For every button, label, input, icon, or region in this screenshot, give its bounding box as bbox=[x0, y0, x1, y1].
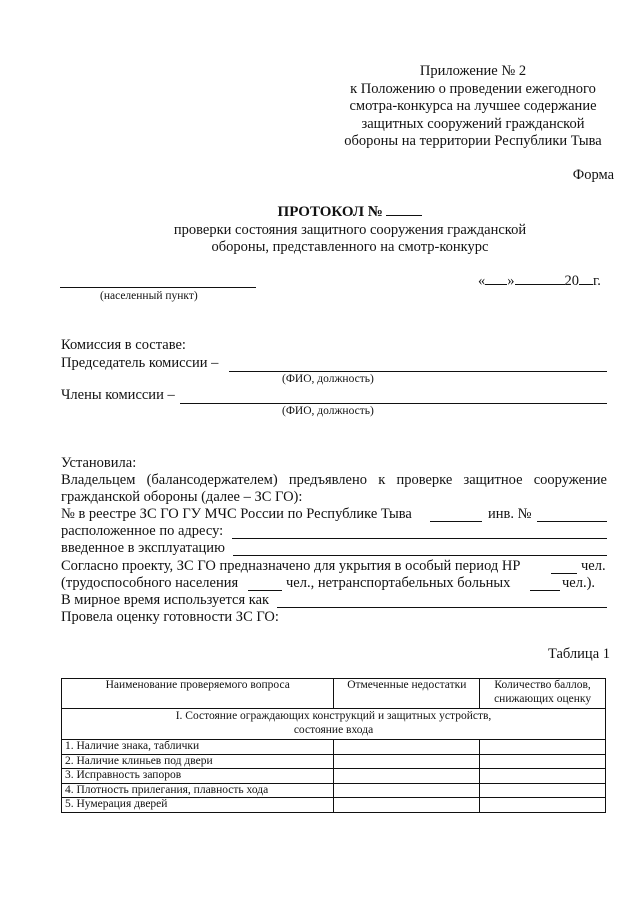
row-deficiency-cell[interactable] bbox=[334, 754, 480, 769]
table-row bbox=[62, 754, 606, 769]
year-field[interactable] bbox=[579, 272, 593, 285]
annex-line: Приложение № 2 bbox=[419, 63, 527, 79]
table-row bbox=[62, 798, 606, 813]
address-label: расположенное по адресу: bbox=[61, 523, 224, 539]
inv-field[interactable] bbox=[537, 521, 607, 522]
chairman-field[interactable] bbox=[229, 371, 607, 372]
row-question: 5. Нумерация дверей bbox=[62, 798, 334, 813]
members-label: Члены комиссии – bbox=[61, 387, 175, 403]
table-header-row bbox=[62, 679, 606, 709]
row-deficiency-cell[interactable] bbox=[334, 783, 480, 798]
disabled-unit: чел.). bbox=[562, 575, 596, 591]
annex-line: к Положению о проведении ежегодного bbox=[350, 80, 596, 97]
assessment-label: Провела оценку готовности ЗС ГО: bbox=[61, 609, 279, 625]
protocol-title bbox=[60, 203, 640, 257]
annex-header bbox=[318, 63, 628, 151]
row-deficiency-cell[interactable] bbox=[334, 798, 480, 813]
disabled-label: чел., нетранспортабельных больных bbox=[286, 575, 511, 591]
members-caption: (ФИО, должность) bbox=[282, 405, 374, 417]
protocol-number-field[interactable] bbox=[386, 203, 422, 216]
row-question: 3. Исправность запоров bbox=[62, 769, 334, 784]
disabled-count-field[interactable] bbox=[530, 590, 560, 591]
peacetime-field[interactable] bbox=[277, 607, 607, 608]
month-field[interactable] bbox=[515, 272, 565, 285]
day-field[interactable] bbox=[485, 272, 507, 285]
row-question: 4. Плотность прилегания, плавность хода bbox=[62, 783, 334, 798]
peacetime-label: В мирное время используется как bbox=[61, 592, 270, 608]
owner-line: гражданской обороны (далее – ЗС ГО): bbox=[61, 489, 303, 505]
project-label: Согласно проекту, ЗС ГО предназначено для укрытия в особый период НР bbox=[61, 558, 521, 574]
title-line: обороны, представленного на смотр-конкурс bbox=[211, 239, 489, 255]
working-count-field[interactable] bbox=[248, 590, 282, 591]
inv-label: инв. № bbox=[488, 506, 532, 522]
row-points-cell[interactable] bbox=[480, 740, 606, 755]
row-question: 1. Наличие знака, таблички bbox=[62, 740, 334, 755]
assessment-table bbox=[61, 678, 606, 813]
row-points-cell[interactable] bbox=[480, 769, 606, 784]
place-field[interactable] bbox=[60, 287, 256, 288]
annex-line: защитных сооружений гражданской bbox=[361, 115, 585, 132]
registry-label: № в реестре ЗС ГО ГУ МЧС России по Республике Тыва bbox=[61, 506, 412, 522]
table-label: Таблица 1 bbox=[547, 646, 610, 662]
owner-line: Владельцем (балансодержателем) предъявлено к проверке защитное сооружение bbox=[61, 472, 607, 488]
row-points-cell[interactable] bbox=[480, 798, 606, 813]
annex-line: обороны на территории Республики Тыва bbox=[344, 133, 602, 149]
table-section-row bbox=[62, 709, 606, 740]
date-field[interactable]: « » 20 г. bbox=[478, 273, 601, 289]
title-line: проверки состояния защитного сооружения гражданской bbox=[173, 221, 527, 238]
chairman-caption: (ФИО, должность) bbox=[282, 373, 374, 385]
header-points: Количество баллов, снижающих оценку bbox=[480, 679, 606, 709]
row-points-cell[interactable] bbox=[480, 754, 606, 769]
header-question: Наименование проверяемого вопроса bbox=[62, 679, 334, 709]
form-label: Форма bbox=[572, 167, 614, 183]
commissioned-label: введенное в эксплуатацию bbox=[61, 540, 225, 556]
chairman-label: Председатель комиссии – bbox=[61, 355, 219, 371]
row-points-cell[interactable] bbox=[480, 783, 606, 798]
project-unit: чел. bbox=[581, 558, 606, 574]
table-row bbox=[62, 769, 606, 784]
place-caption: (населенный пункт) bbox=[100, 290, 198, 302]
commissioned-field[interactable] bbox=[233, 555, 607, 556]
project-count-field[interactable] bbox=[551, 573, 577, 574]
address-field[interactable] bbox=[232, 538, 607, 539]
members-field[interactable] bbox=[180, 403, 607, 404]
section-title: I. Состояние ограждающих конструкций и защитных устройств, состояние входа bbox=[62, 709, 606, 740]
working-label: (трудоспособного населения bbox=[61, 575, 239, 591]
table-row bbox=[62, 783, 606, 798]
annex-line: смотра-конкурса на лучшее содержание bbox=[349, 98, 597, 114]
established-heading: Установила: bbox=[61, 455, 137, 471]
row-deficiency-cell[interactable] bbox=[334, 769, 480, 784]
row-question: 2. Наличие клиньев под двери bbox=[62, 754, 334, 769]
protocol-heading: ПРОТОКОЛ № bbox=[277, 204, 383, 220]
commission-heading: Комиссия в составе: bbox=[61, 337, 186, 353]
registry-field[interactable] bbox=[430, 521, 482, 522]
table-row bbox=[62, 740, 606, 755]
header-deficiencies: Отмеченные недостатки bbox=[334, 679, 480, 709]
row-deficiency-cell[interactable] bbox=[334, 740, 480, 755]
